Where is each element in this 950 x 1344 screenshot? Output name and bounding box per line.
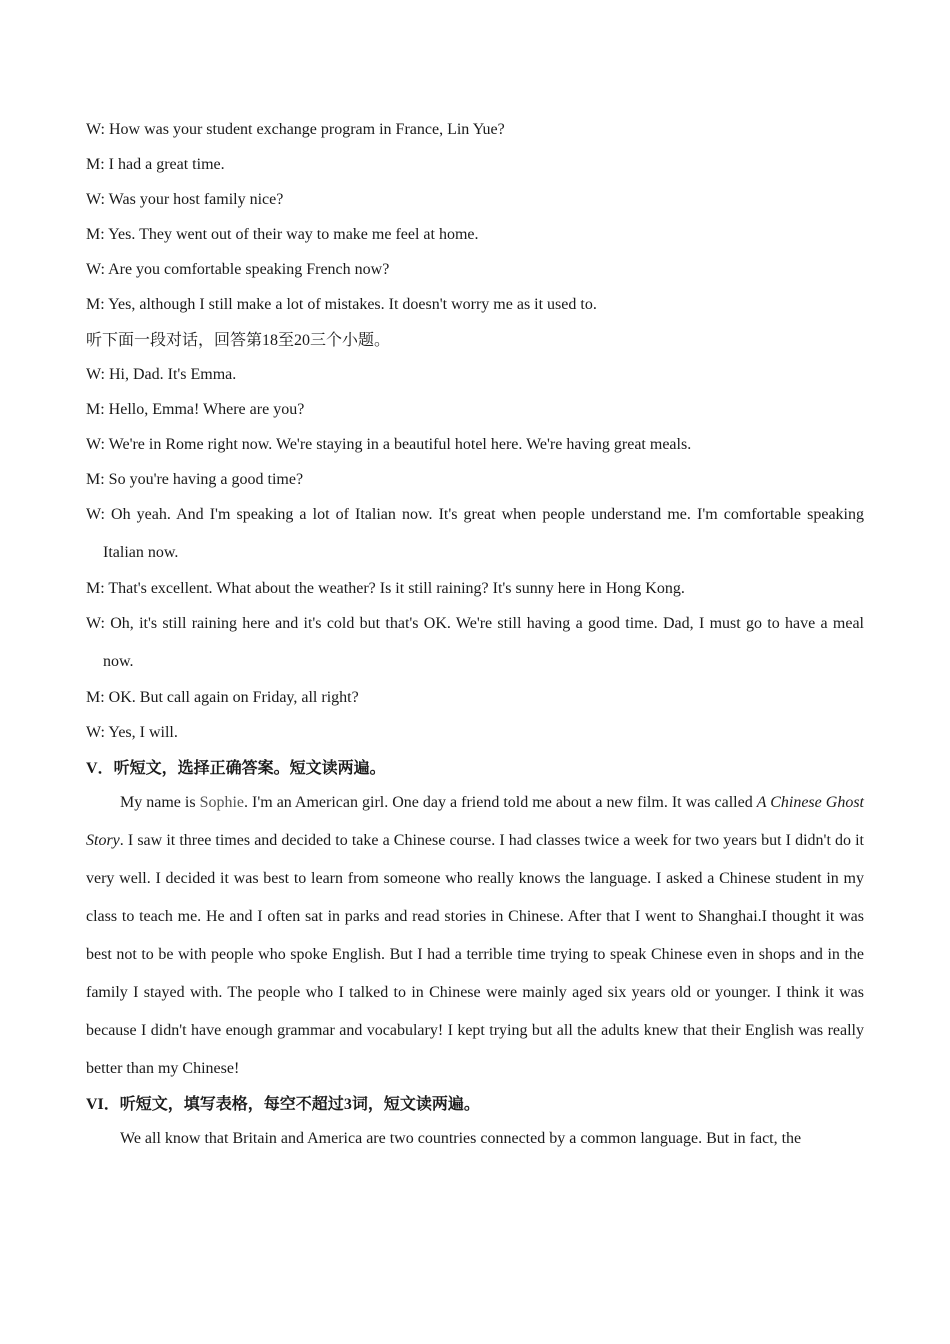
document-page [86, 112, 864, 1156]
dialog-line: W: We're in Rome right now. We're staying in a beautiful hotel here. We're having great meals. [86, 436, 692, 453]
dialog-line-wrapped: W: Oh, it's still raining here and it's cold but that's OK. We're still having a good time. Dad, I must go to have a meal now. [86, 615, 864, 670]
section-title: 听短文，选择正确答案。短文读两遍。 [113, 758, 386, 777]
dialog-line: W: Hi, Dad. It's Emma. [86, 366, 237, 383]
dialog-line-wrapped: W: Oh yeah. And I'm speaking a lot of Italian now. It's great when people understand me. I'm comfortable speaking Italian now. [86, 506, 864, 561]
dialog-line: M: Yes. They went out of their way to make me feel at home. [86, 226, 479, 243]
passage-text: . I saw it three times and decided to take a Chinese course. I had classes twice a week for two years but I didn't do it very well. I decided it was best to learn from someone who really knows the language. I asked a Chinese student in my class to teach me. He and I often sat in parks and read stories in Chinese. After that I went to Shanghai.I thought it was best not to be with people who spoke English. But I had a terrible time trying to speak Chinese even in shops and in the family I stayed with. The people who I talked to in Chinese were mainly aged six years old or younger. I think it was because I didn't have enough grammar and vocabulary! I kept trying but all the adults knew that their English was really better than my Chinese! [86, 832, 864, 1077]
word-limit-number: 3 [343, 1096, 352, 1113]
dialog-line: M: Yes, although I still make a lot of mistakes. It doesn't worry me as it used to. [86, 296, 597, 313]
section-heading-v [86, 750, 864, 785]
dialog-line: M: I had a great time. [86, 156, 225, 173]
instruction-text-end: 三个小题。 [310, 330, 391, 349]
section-number: VI． [86, 1096, 120, 1113]
section-number: V． [86, 760, 114, 777]
dialog-line: W: Are you comfortable speaking French now? [86, 261, 390, 278]
question-instruction [86, 322, 864, 357]
section-heading-vi [86, 1086, 864, 1121]
passage-text: . I'm an American girl. One day a friend told me about a new film. It was called [244, 794, 757, 811]
instruction-text-mid: 至 [278, 330, 295, 349]
section-title: 听短文，填写表格，每空不超过 [119, 1094, 344, 1113]
passage-paragraph [86, 784, 864, 1088]
dialog-line: M: OK. But call again on Friday, all right? [86, 689, 359, 706]
instruction-number-end: 20 [294, 332, 311, 349]
passage-text: My name is [120, 794, 200, 811]
instruction-text: 听下面一段对话，回答第 [86, 330, 263, 349]
film-title: A Chinese Ghost Story [86, 794, 864, 849]
instruction-number-start: 18 [262, 332, 279, 349]
dialog-line: M: That's excellent. What about the weather? Is it still raining? It's sunny here in Hong Kong. [86, 580, 685, 597]
dialog-line: W: Was your host family nice? [86, 191, 284, 208]
passage-paragraph: We all know that Britain and America are two countries connected by a common language. But in fact, the [120, 1130, 802, 1147]
dialog-line: W: Yes, I will. [86, 724, 178, 741]
section-title-end: 词，短文读两遍。 [351, 1094, 480, 1113]
dialog-line: M: Hello, Emma! Where are you? [86, 401, 305, 418]
dialog-line: M: So you're having a good time? [86, 471, 304, 488]
passage-name: Sophie [199, 794, 245, 811]
dialog-1 [86, 112, 864, 322]
dialog-line: W: How was your student exchange program in France, Lin Yue? [86, 121, 505, 138]
